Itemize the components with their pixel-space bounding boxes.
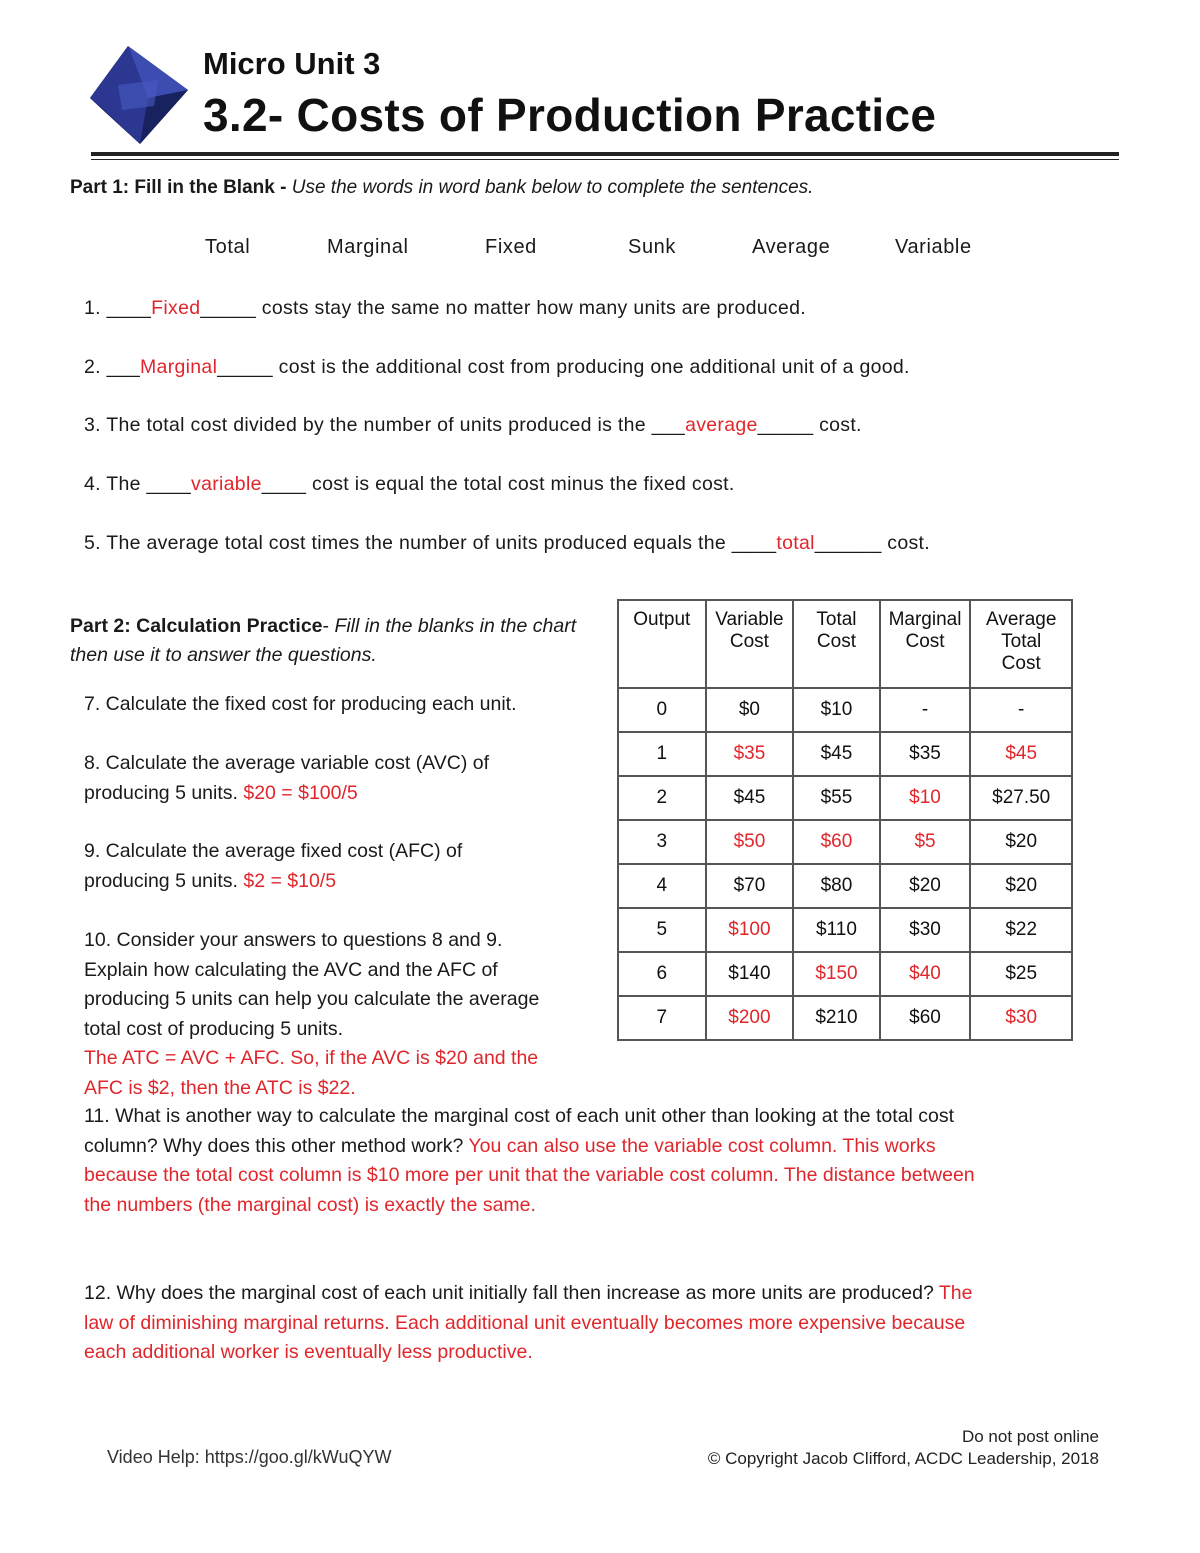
cell-marginal-cost: $35 [880,732,971,776]
word-bank-item: Average [752,236,831,258]
part2-heading: Part 2: Calculation Practice [70,615,323,637]
cell-output: 6 [618,952,706,996]
question-8: 8. Calculate the average variable cost (AVC) of producing 5 units. $20 = $100/5 [84,752,490,804]
cell-marginal-cost: $5 [880,820,971,864]
answer-10-line2: AFC is $2, then the ATC is $22. [84,1076,356,1099]
header-divider-thin [91,159,1119,160]
video-help: Video Help: https://goo.gl/kWuQYW [107,1447,392,1467]
part2-instructions: Fill in the blanks in the chart then use it to answer the questions. [70,615,577,666]
word-bank-item: Total [205,236,251,258]
cell-variable-cost: $100 [706,908,794,952]
question-12: 12. Why does the marginal cost of each unit initially fall then increase as more units are produced? The law of diminishing marginal returns. Each additional unit eventually becomes more expensive because each additional worker is eventually less productive. [84,1282,973,1363]
cell-marginal-cost: $40 [880,952,971,996]
header-output: Output [618,600,706,688]
answer-12: The [938,1282,973,1304]
question-1: 1. ____Fixed_____ costs stay the same no matter how many units are produced. [84,297,806,319]
table-row [618,952,1072,996]
cell-average-total-cost: $20 [970,864,1072,908]
question-5: 5. The average total cost times the number of units produced equals the ____total______ cost. [84,532,930,554]
answer-3: average [685,414,758,436]
cell-total-cost: $10 [793,688,879,732]
header-marginal-cost: Marginal Cost [880,600,971,688]
acdc-logo-icon [88,40,190,148]
answer-11: You can also use the variable cost column. This works [468,1134,936,1157]
cell-average-total-cost: - [970,688,1072,732]
table-row [618,776,1072,820]
table-row [618,996,1072,1040]
answer-1: Fixed [151,297,201,319]
cell-total-cost: $110 [793,908,879,952]
video-help-link[interactable]: https://goo.gl/kWuQYW [204,1447,392,1467]
table-body [618,688,1072,1040]
do-not-post-notice: Do not post online [961,1427,1099,1446]
copyright-text: © Copyright Jacob Clifford, ACDC Leadership, 2018 [707,1449,1099,1468]
cell-total-cost: $210 [793,996,879,1040]
cell-output: 5 [618,908,706,952]
unit-subtitle: Micro Unit 3 [203,46,381,81]
part1-heading: Part 1: Fill in the Blank [70,177,275,198]
part1-heading-line: Part 1: Fill in the Blank - Use the words in word bank below to complete the sentences. [70,177,814,198]
cell-variable-cost: $200 [706,996,794,1040]
word-bank-item: Fixed [485,236,537,258]
cell-marginal-cost: $20 [880,864,971,908]
table-row [618,908,1072,952]
header-divider [91,152,1119,156]
cell-variable-cost: $0 [706,688,794,732]
word-bank-item: Variable [895,236,972,258]
header-average-total-cost: Average Total Cost [970,600,1072,688]
word-bank-item: Marginal [327,236,409,258]
copyright-block [708,1426,1099,1470]
answer-2: Marginal [140,356,218,378]
cell-variable-cost: $50 [706,820,794,864]
cell-total-cost: $55 [793,776,879,820]
cell-marginal-cost: $30 [880,908,971,952]
answer-4: variable [191,473,262,495]
page-title: 3.2- Costs of Production Practice [203,89,937,141]
question-9: 9. Calculate the average fixed cost (AFC) of producing 5 units. $2 = $10/5 [84,840,463,892]
question-7: 7. Calculate the fixed cost for producing each unit. [84,693,517,715]
cell-marginal-cost: $10 [880,776,971,820]
cell-variable-cost: $45 [706,776,794,820]
cell-average-total-cost: $20 [970,820,1072,864]
cell-output: 3 [618,820,706,864]
table-row [618,820,1072,864]
cell-average-total-cost: $30 [970,996,1072,1040]
table-row [618,864,1072,908]
cell-total-cost: $150 [793,952,879,996]
cell-marginal-cost: - [880,688,971,732]
part1-instructions: Use the words in word bank below to complete the sentences. [291,177,814,198]
cost-table [617,599,1073,1041]
cell-output: 0 [618,688,706,732]
table-row [618,732,1072,776]
table-header-row [618,600,1072,688]
cell-variable-cost: $140 [706,952,794,996]
cell-total-cost: $80 [793,864,879,908]
word-bank-item: Sunk [628,236,676,258]
cell-output: 1 [618,732,706,776]
header-variable-cost: Variable Cost [706,600,794,688]
cell-output: 4 [618,864,706,908]
cell-variable-cost: $35 [706,732,794,776]
part2-heading-block: Part 2: Calculation Practice- Fill in the blanks in the chart then use it to answer the questions. [70,615,577,666]
question-4: 4. The ____variable____ cost is equal the total cost minus the fixed cost. [84,473,735,495]
cell-output: 7 [618,996,706,1040]
cell-total-cost: $45 [793,732,879,776]
cell-average-total-cost: $45 [970,732,1072,776]
cell-total-cost: $60 [793,820,879,864]
cell-average-total-cost: $25 [970,952,1072,996]
answer-5: total [776,532,815,554]
cell-variable-cost: $70 [706,864,794,908]
question-10: 10. Consider your answers to questions 8 and 9. Explain how calculating the AVC and the AFC of producing 5 units can help you calculate the average total cost of producing 5 units. The ATC = AVC + AFC. So, if the AVC is $20 and the AFC is $2, then the ATC is $22. [84,926,604,1103]
question-3: 3. The total cost divided by the number of units produced is the ___average_____ cost. [84,414,862,436]
question-11: 11. What is another way to calculate the marginal cost of each unit other than looking at the total cost column? Why does this other method work? You can also use the variable cost column. This works because the total cost column is $10 more per unit that the variable cost column. The distance between the numbers (the marginal cost) is exactly the same. [84,1105,975,1216]
cell-average-total-cost: $27.50 [970,776,1072,820]
answer-9: $2 = $10/5 [243,869,337,892]
answer-8: $20 = $100/5 [243,781,358,804]
question-2: 2. ___Marginal_____ cost is the additional cost from producing one additional unit of a good. [84,356,910,378]
answer-10-line1: The ATC = AVC + AFC. So, if the AVC is $20 and the [84,1047,539,1069]
cell-output: 2 [618,776,706,820]
table-row [618,688,1072,732]
cell-marginal-cost: $60 [880,996,971,1040]
cell-average-total-cost: $22 [970,908,1072,952]
header-total-cost: Total Cost [793,600,879,688]
